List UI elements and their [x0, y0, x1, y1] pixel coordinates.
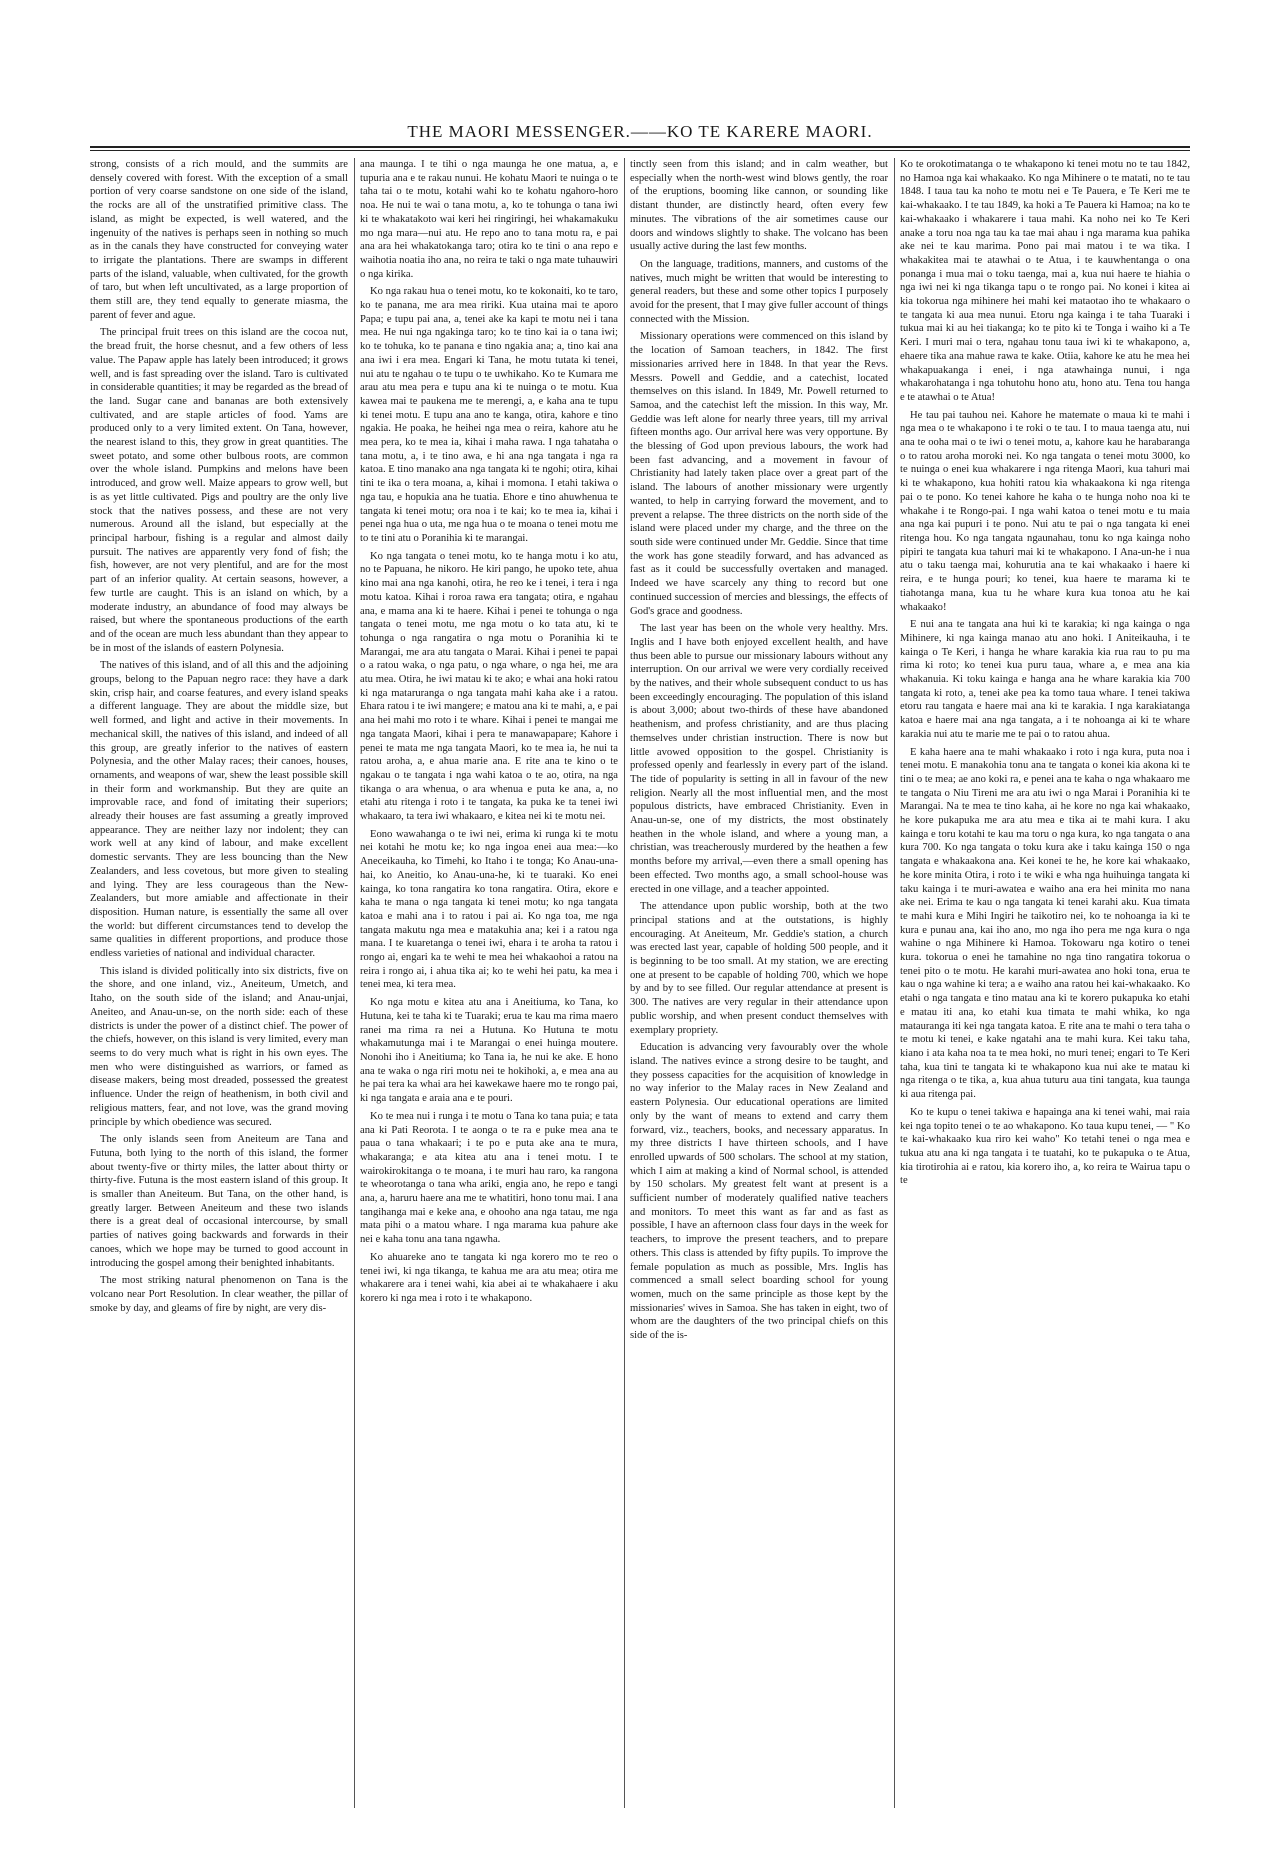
article-paragraph: Missionary operations were commenced on this island by the location of Samoan teachers, in 1842. The first missionaries arrived here in 1848. In that year the Revs. Messrs. Powell and Geddie, and a catechist, located themselves on this island. In 1849, Mr. Powell returned to Samoa, and the catechist left the mission. In this way, Mr. Geddie was left alone for nearly three years, till my arrival fifteen months ago. Our arrival here was very opportune. By the blessing of God upon previous labours, the work had been fast advancing, and a movement in favour of Christianity had lately taken place over a great part of the island. The labours of another missionary were urgently wanted, to help in carrying forward the movement, and to prevent a relapse. The three districts on the north side of the island were placed under my charge, and the three on the south side were continued under Mr. Geddie. Since that time the work has gone steadily forward, and has advanced as fast as it could be successfully overtaken and managed. Indeed we have scarcely any thing to record but one continued succession of mercies and blessings, the effects of God's grace and goodness.	[630, 331, 888, 617]
article-columns	[90, 158, 1190, 1808]
masthead-title: THE MAORI MESSENGER.——KO TE KARERE MAORI.	[407, 122, 873, 141]
column-2-maori	[360, 158, 618, 1808]
masthead	[90, 122, 1190, 142]
article-paragraph: Ko nga rakau hua o tenei motu, ko te kokonaiti, ko te taro, ko te panana, me ara mea ririki. Kua utaina mai te aporo Papa; e tupu pai ana, a, tenei ake ka kapi te motu nei i tana mea. He nui nga ngakinga taro; ko te tino kai ia o tana iwi; ko te tohuka, ko te panana e tino ngakia ana; a, tino kai ana ana iwi i era mea. Engari ki Tana, he motu tutata ki tenei, nui atu te ngahau o te tupu o te uwhikaho. Ko te Kumara me arau atu mea pera e tupu ana ki te nuinga o te motu. Kua kawea mai te paukena me te merengi, a, e kaha ana te tupu ki tenei motu. E tupu ana ano te kanga, otira, kahore e tino ngakia. He poaka, he heihei nga mea o reira, kahore atu he mea pera, ko te mea ia, kihai i maha rawa. I nga tahataha o tana motu, a, i te tino awa, e hi ana nga tangata i nga ra katoa. E tino manako ana nga tangata ki te ngohi; otira, kihai tini te ika o tera moana, a, kihai i momona. I etahi takiwa o nga tau, e hopukia ana he tuatia. Ehore e tino ahuwhenua te tangata ki tenei motu; ora noa i te kai; ko te mea ia, kihai i penei nga hua o uta, me nga hua o te moana o tenei motu me to te tini atu o Poranihia ki te marangai.	[360, 286, 618, 544]
column-divider	[354, 158, 355, 1808]
article-paragraph: Ko te mea nui i runga i te motu o Tana ko tana puia; e tata ana ki Pati Reorota. I te aonga o te ra e puke mea ana te paua o tana whakaari; i te po e puta ake ana te mura, whakaranga; e ata kitea atu ana i tenei motu. I te wairokirokitanga o te moana, i te muri hau raro, ka rangona te wheorotanga o tana wha ariki, engia ano, he repo e tangi ana, a, haruru haere ana me te whatitiri, hono tonu mai. I ana tangihanga mai e keke ana, e ohooho ana nga tatau, me nga mata pihi o a matou whare. I nga marama kua pahure ake nei e kaha tonu ana tana ngawha.	[360, 1110, 618, 1246]
article-paragraph: Ko te kupu o tenei takiwa e hapainga ana ki tenei wahi, mai raia kei nga topito tenei o te ao whakapono. Ko taua kupu tenei, — " Ko te kai-whakaako kua riro kei waho" Ko tetahi tenei o nga mea e tukua atu ana ki nga tangata i te tuatahi, ko te pukapuka o te Atua, kia tirotirohia ai e ratou, kia korero iho, a, ko reira te Wairua tapu o te	[900, 1106, 1190, 1187]
article-paragraph: This island is divided politically into six districts, five on the shore, and one inland, viz., Aneiteum, Umetch, and Itaho, on the south side of the island; and Anau-unjai, Aneiteo, and Anau-un-se, on the north side: each of these districts is under the power of a distinct chief. The power of the chiefs, however, on this island is very limited, every man seems to do very much what is right in his own eyes. The men who were distinguished as warriors, or famed as disease makers, being most dreaded, possessed the greatest influence. Under the reign of heathenism, in both civil and religious matters, fear, and not love, was the grand moving principle by which obedience was secured.	[90, 965, 348, 1128]
article-paragraph: The last year has been on the whole very healthy. Mrs. Inglis and I have both enjoyed excellent health, and have thus been able to pursue our missionary labours without any interruption. On our arrival we were very cordially received by the natives, and their whole subsequent conduct to us has been exceedingly encouraging. The population of this island is about 3,000; about two-thirds of these have abandoned heathenism, and profess christianity, and are thus placing themselves under christian instruction. There is now but little avowed opposition to the gospel. Christianity is professed openly and fearlessly in every part of the island. The tide of popularity is setting in all in favour of the new religion. Nearly all the most influential men, and the most populous districts, have embraced Christianity. Even in Anau-un-se, one of my districts, the most obstinately heathen in the whole island, and where a young man, a christian, was treacherously murdered by the heathen a few months before my arrival,—even there a small opening has been effected. Two months ago, a small school-house was erected in one village, and a teacher appointed.	[630, 623, 888, 895]
article-paragraph: strong, consists of a rich mould, and the summits are densely covered with forest. With the exception of a small portion of very coarse sandstone on one side of the island, the rocks are all of the unstratified primitive class. The island, as might be expected, is well watered, and the ingenuity of the natives is perhaps seen in nothing so much as in the canals they have constructed for conveying water to irrigate the plantations. There are swamps in different parts of the island, valuable, when cultivated, for the growth of taro, but when left uncultivated, as a large proportion of them still are, they tend equally to generate miasma, the parent of fever and ague.	[90, 159, 348, 321]
article-paragraph: On the language, traditions, manners, and customs of the natives, much might be written that would be interesting to general readers, but these and some other topics I purposely avoid for the present, that I may give fuller account of things connected with the Mission.	[630, 258, 888, 325]
article-paragraph: The natives of this island, and of all this and the adjoining groups, belong to the Papuan negro race: they have a dark skin, crisp hair, and coarse features, and every island speaks a different language. They are about the middle size, but well formed, and light and active in their movements. In mechanical skill, the natives of this island, and indeed of all this group, are greatly inferior to the natives of eastern Polynesia, and the other Malay races; their canoes, houses, ornaments, and weapons of war, shew the least possible skill in their form and workmanship. But they are quite an improvable race, and fond of imitating their superiors; already their houses are fast assuming a greatly improved appearance. They are neither lazy nor indolent; they can work well at any kind of labour, and make excellent domestic servants. They are less bouncing than the New Zealanders, and less covetous, but more given to stealing and lying. They are less courageous than the New-Zealanders, but more amiable and affectionate in their disposition. Human nature, is essentially the same all over the world: but different circumstances tend to develop the same qualities in different proportions, and produce those endless varieties of national and individual character.	[90, 660, 348, 960]
article-paragraph: Ko te orokotimatanga o te whakapono ki tenei motu no te tau 1842, no Hamoa nga kai whakaako. Ko nga Mihinere o te matati, no te tau 1848. I taua tau ka noho te motu nei e Te Pauera, e Te Keri me te kai-whakaako. I te tau 1849, ka hoki a Te Pauera ki Hamoa; na ko te kai-whakaako i whakarere i taua mahi. Ka noho nei ko Te Keri anake a toru noa nga tau ka tae mai ahau i nga marama kua pahika ake nei te kau marima. Pono pai mai matou i te wa tika. I whakakitea mai te atawhai o te Atua, i te kauwhentanga o ona ponanga i mua mai o toku taenga, mai a, kua nui haere te hiahia o nga iwi nei ki nga tikanga tapu o te rongo pai. No konei i kitea ai kia tokorua nga mihinere hei mahi kei mataotao iho te whakaaro o te tangata ki aua mea nunui. Etoru nga kainga i te taha Tuaraki i tukua mai ki au hei tiakanga; ko te pito ki te Tonga i waiho ki a Te Keri. I muri mai o tera, ngahau tonu taua iwi ki te whakapono, a, ehaere tika ana mahue rawa te kake. Otiia, kahore ke atu he mea hei whakapuakanga i enei, i nga atawhainga nunui, i nga whakarohatanga i nga tohutohu hono atu, hono atu. Tena tou hanga e te atawhai o te Atua!	[900, 159, 1190, 403]
masthead-rule-thin	[90, 150, 1190, 151]
article-paragraph: The principal fruit trees on this island are the cocoa nut, the bread fruit, the horse chesnut, and a few others of less value. The Papaw apple has lately been introduced; it grows well, and is fast spreading over the island. Taro is cultivated in considerable quantities; it may be regarded as the bread of the land. Sugar cane and bananas are both extensively cultivated, and are staple articles of food. Yams are produced only to a very limited extent. On Tana, however, the nearest island to this, they grow in great quantities. The sweet potato, and some other bulbous roots, are common over the whole island. Pumpkins and melons have been introduced, and grow well. Maize appears to grow well, but is as yet little cultivated. Pigs and poultry are the only live stock that the natives possess, and these are not very numerous. Around all the island, but especially at the principal harbour, fishing is a regular and almost daily pursuit. The natives are apparently very fond of fish; the fish, however, are not very plentiful, and are for the most part of an inferior quality. At certain seasons, however, a few turtle are caught. This is an island on which, by a moderate industry, an abundance of food may always be raised, but where the spontaneous productions of the earth and of the ocean are much less abundant than they appear to be in most of the islands of eastern Polynesia.	[90, 327, 348, 654]
article-paragraph: tinctly seen from this island; and in calm weather, but especially when the north-west wind blows gently, the roar of the eruptions, booming like cannon, or sounding like distant thunder, are distinctly heard, often every few minutes. The vibrations of the air sometimes cause our doors and windows slightly to shake. The volcano has been usually active during the last few months.	[630, 159, 888, 253]
article-paragraph: The attendance upon public worship, both at the two principal stations and at the outstations, is highly encouraging. At Aneiteum, Mr. Geddie's station, a church was erected last year, capable of holding 500 people, and it is beginning to be too small. At my station, we are erecting one at present to be capable of holding 700, which we hope by and by to see filled. Our regular attendance at present is 300. The natives are very regular in their attendance upon public worship, and when present conduct themselves with exemplary propriety.	[630, 901, 888, 1036]
article-paragraph: Ko ahuareke ano te tangata ki nga korero mo te reo o tenei iwi, ki nga tikanga, te kahua me ara atu mea; otira me whakarere ara i tenei wahi, kia abei ai te whakahaere i aku korero ki nga mea i roto i te whakapono.	[360, 1251, 618, 1304]
masthead-rule-thick	[90, 146, 1190, 148]
article-paragraph: E kaha haere ana te mahi whakaako i roto i nga kura, puta noa i tenei motu. E manakohia tonu ana te tangata o konei kia akona ki te tini o te mea; ae ano koki ra, e penei ana te kaha o nga whakaaro me te tangata o Niu Tireni me ara atu iwi o nga Marai i Poranihia ki te Marangai. Na te mea te tino kaha, ai he kore no nga kai whakaako, he kore pukapuka me ara atu mea e tika ai te mahi kura. I aku kainga e toru kotahi te kau ma toru o nga kura, ko nga tangata o ana kura 700. Ko nga tangata o toku kura ake i taku kainga 150 o nga tangata e whakaakona ana. Kei konei te he, he kore kai whakaako, he kore minita Otira, i roto i te wiki e wha nga huihuinga tangata ki taku kainga i te muri-awatea e waiho ana era hei minita mo nana ake nei. Erima te kau o nga tangata ki tenei karahi aku. Kua timata te mahi kura e Mihi Ingiri he taikotiro nei, ko te nohoanga ia ki te kura e punau ana, kai iho ano, mo nga iho pera me nga kura o nga wahine o nga Mihinere ki Hamoa. Tokowaru nga kotiro o tenei kura. tokorua o enei he tamahine no nga tino rangatira tokorua o tenei pito o te motu. He karahi muri-awatea ano hoki tona, erua te kau o nga wahine ki tera; a e waiho ana ratou hei kai-whakaako. Ko etahi o nga tangata e tino matau ana ki te korero pukapuka ko etahi e matau iti ana, ko etahi kua timata te mahi whika, ko nga mataurangа iti kei nga tangata katoa. E rite ana te mahi o tera taha o te motu ki tenei, e kake ngatahi ana te mahi kura. Kei taku taha, kiano i ata kaha noa ta te mea hoki, no muri tenei; engari to Te Keri taha, kua tini te tangata ki te whakapono kua nui ake te matau ki nga ritenga o te tika, a, kua ahua tuturu aua tini tangata, kua taunga ki aua ritenga pai.	[900, 746, 1190, 1101]
column-divider	[894, 158, 895, 1808]
article-paragraph: E nui ana te tangata ana hui ki te karakia; ki nga kainga o nga Mihinere, ki nga kainga manao atu ano hoki. I Aniteikauha, i te kainga o Te Keri, i hanga he whare karakia kia rua rau to pu ma rima ki roto; ko tenei kua puru taua, whare a, e mea ana kia whakanuia. Ki toku kainga e hanga ana he whare karakia kia 700 tangata ki roto, a, tenei ake pea ka tomo taua whare. I tenei takiwa etoru rau tangata e haere mai ana ki te karakia. I nga karakiatanga katoa e haere mai ana nga tangata, a i te nohoanga ai ki te whare karakia nui atu te marie me te pai o to ratou ahua.	[900, 619, 1190, 740]
article-paragraph: He tau pai tauhou nei. Kahore he matemate o maua ki te mahi i nga mea o te whakapono i te roki o te tau. I to maua taenga atu, nui ana te ooha mai o te iwi o tenei motu, a, kahore kau he harabaranga o to ratou aroha moroki nei. Ko nga tangata o tenei motu 3000, ko te nuinga o enei kua whakarere i nga ritenga Maori, kua tahuri mai ki te whakapono, kua hohiti ratou kia whakaakona ki nga ritenga pai o te pono. Ko tenei kahore he kaha o te hunga noho noa ki te whakahe i te Rongo-pai. I nga wahi katoa o tenei motu e tu maia ana nga kai pupuri i te pono. Nui atu te pai o nga tangata ki enei ritenga hou. Ko nga tangata ngaunahau, tonu ko nga kainga noho pipiri te tangata kua tahuri mai ki te whakapono. I Ana-un-he i nua atu o taku taenga mai, kohurutia ana te kai whakaako i haere ki reira, e te hunga pouri; ko tenei, kua haere te marama ki te tiahotanga mana, kua tu he whare kura kua tonoa atu he kai whakaako!	[900, 409, 1190, 613]
article-paragraph: Education is advancing very favourably over the whole island. The natives evince a strong desire to be taught, and they possess capacities for the acquisition of knowledge in no way inferior to the Malay races in New Zealand and eastern Polynesia. Our educational operations are limited only by the want of means to extend and carry them forward, viz., teachers, books, and necessary apparatus. In my three districts I have thirteen schools, and I have enrolled upwards of 500 scholars. The school at my station, which I aim at making a kind of Normal school, is attended by 150 scholars. My greatest felt want at present is a sufficient number of moderately qualified native teachers and monitors. To meet this want as far and as fast as possible, I have an afternoon class four days in the week for teachers, to improve the present teachers, and to prepare others. This class is attended by fifty pupils. To improve the female population as much as possible, Mrs. Inglis has commenced a small select boarding school for young women, much on the same principle as those kept by the missionaries' wives in Samoa. She has taken in eight, two of whom are the daughters of the two principal chiefs on this side of the is-	[630, 1042, 888, 1342]
article-paragraph: Ko nga tangata o tenei motu, ko te hanga motu i ko atu, no te Papuana, he nikoro. He kiri pango, he upoko tete, ahua kino mai ana nga kanohi, otira, he reo ke i tenei, i tera i nga motu katoa. Kihai i roroa rawa era tangata; otira, e ngahau ana, e mama ana ki te haere. Kihai i penei te tohunga o nga tangata o tenei motu, me nga motu o ko tata atu, ki te tohunga o nga rangatira o nga motu o Poranihia ki te Marangai, me ara atu tangata o Marai. Kihai i penei te papai o a ratou waka, o nga patu, o nga whare, o nga hei, me ara atu mea. Otira, he iwi matau ki te ako; e whai ana hoki ratou ki nga mataruranga o nga tangata mahi kaha ake i a ratou. Ehara ratou i te iwi mangere; e matou ana ki te mahi, a, e pai ana hei mahi mo roto i te whare. Kihai i penei te mangai me nga tangata Maori, kihai i pera te manawapapare; Kahore i penei te mata me nga tangata Maori, ko te mea ia, he nui ta ratou aroha, a, e ahua marie ana. E rite ana te kino o te ngakau o te tangata i nga wahi katoa o te ao, otira, na nga tikanga o ara whenua, o ara whenua e puta ke ana, a, no etahi atu ritenga i roto i te tangata, ka puka ke ta tenei iwi whakaaro, ta tera iwi whakaaro, e kitea nei ki te motu nei.	[360, 550, 618, 823]
article-paragraph: The only islands seen from Aneiteum are Tana and Futuna, both lying to the north of this island, the former about twenty-five or thirty miles, the latter about thirty or thirty-five. Futuna is the most eastern island of this group. It is smaller than Aneiteum. But Tana, on the other hand, is greatly larger. Between Aneiteum and these two islands there is a great deal of occasional intercourse, by small parties of natives going backwards and forwards in their canoes, which we hope may be turned to good account in introducing the gospel among their benighted inhabitants.	[90, 1134, 348, 1269]
column-3-english	[630, 158, 888, 1808]
article-paragraph: Ko nga motu e kitea atu ana i Aneitiuma, ko Tana, ko Hutuna, kei te taha ki te Tuaraki; erua te kau ma rima maero ranei ma rima ra nei a Hutuna. Ko Hutuna te motu whakamutunga mai i te Marangai o enei huinga moutere. Nonohi iho i Aneitiuma; ko Tana ia, he nui ke ake. E hono ana te waka o nga riri motu nei te hokihoki, a, e mea ana au he pai tera ka whai ara hei kawekawe haere mo te rongo pai, ki nga tangata e araia ana e te pouri.	[360, 997, 618, 1105]
column-1-english	[90, 158, 348, 1808]
article-paragraph: The most striking natural phenomenon on Tana is the volcano near Port Resolution. In clear weather, the pillar of smoke by day, and gleams of fire by night, are very dis-	[90, 1275, 348, 1314]
column-4-maori	[900, 158, 1190, 1808]
article-paragraph: Eono wawahanga o te iwi nei, erima ki runga ki te motu nei kotahi he motu ke; ko nga ingoa enei aua mea:—ko Aneceikauha, ko Timehi, ko Itaho i te tonga; Ko Anau-una-hai, ko Aneitio, ko Anau-una-he, ki te tuaraki. Ko enei kainga, ko tona rangatira ko tona rangatira. Otira, ekore e kaha te mana o nga tangata ki tenei motu; ko nga tangata katoa e mahi ana i to ratou i pai ai. Ko nga toa, me nga tangata makutu nga mea e matakuhia ana; kei i a ratou nga mana. I te kuaretanga o tenei iwi, ehara i te aroha ta ratou i rongo ai, engari ka te wehi te mea hei whakaohoi a ratou na reira i rongo ai, i ahua tika ai; ko te wehi hei patu, ka mea i tenei mea, ki tera mea.	[360, 828, 618, 991]
article-paragraph: ana maunga. I te tihi o nga maunga he one matua, a, e tupuria ana e te rakau nunui. He kohatu Maori te nuinga o te taha tai o te motu, kotahi wahi ko te kohatu ngahoro-horo noa. He nui te wai o tana motu, a, ko te tohunga o tana iwi ki te whakatakoto wai keri hei ringiringi, hei whakamakuku mo nga mara—nui atu. He repo ano to tana motu ra, e pai ana ara hei whakatokanga taro; otira ko te tini o ana repo e waihotia noatia iho ana, no reira te taki o nga mate tuhauwiri o nga kirika.	[360, 159, 618, 280]
column-divider	[624, 158, 625, 1808]
